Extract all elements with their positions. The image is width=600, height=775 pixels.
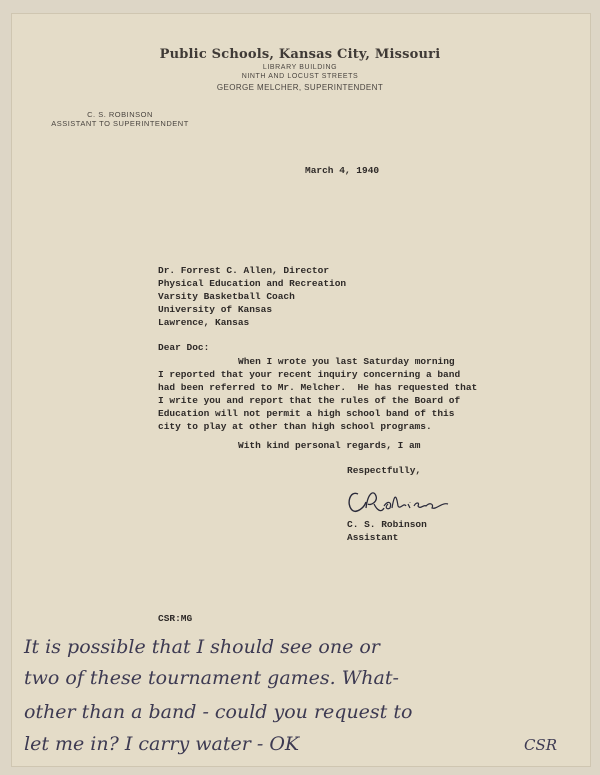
handwritten-note-line: It is possible that I should see one or [24, 636, 380, 658]
sender-name: C. S. ROBINSON [87, 110, 153, 119]
handwritten-note-line: other than a band - could you request to [24, 701, 413, 723]
body-line: city to play at other than high school programs. [158, 421, 432, 432]
recipient-line: University of Kansas [158, 304, 273, 315]
recipient-line: Dr. Forrest C. Allen, Director [158, 265, 330, 276]
body-line: I write you and report that the rules of the Board of [158, 395, 461, 406]
closing: Respectfully, [347, 465, 422, 476]
closing-line: With kind personal regards, I am [238, 440, 421, 451]
signer-title: Assistant [347, 532, 399, 543]
reference-initials: CSR:MG [158, 613, 193, 624]
body-line: When I wrote you last Saturday morning [238, 356, 455, 367]
salutation: Dear Doc: [158, 342, 210, 353]
handwritten-note-line: let me in? I carry water - OK [24, 733, 300, 755]
signature [344, 482, 464, 522]
handwritten-note-line: two of these tournament games. What- [24, 667, 399, 689]
letterhead-title: Public Schools, Kansas City, Missouri [159, 47, 441, 62]
sender-title: ASSISTANT TO SUPERINTENDENT [51, 119, 189, 128]
letterhead-address-line2: NINTH AND LOCUST STREETS [241, 73, 359, 80]
letterhead-address-line1: LIBRARY BUILDING [262, 64, 338, 71]
recipient-line: Lawrence, Kansas [158, 317, 250, 328]
letter-date: March 4, 1940 [305, 165, 380, 176]
handwritten-initials: CSR [524, 736, 558, 754]
body-line: had been referred to Mr. Melcher. He has requested that [158, 382, 478, 393]
body-line: I reported that your recent inquiry concerning a band [158, 369, 461, 380]
body-line: Education will not permit a high school band of this [158, 408, 455, 419]
signer-name: C. S. Robinson [347, 519, 427, 530]
recipient-line: Varsity Basketball Coach [158, 291, 295, 302]
recipient-line: Physical Education and Recreation [158, 278, 347, 289]
letterhead-superintendent: GEORGE MELCHER, SUPERINTENDENT [216, 83, 384, 92]
